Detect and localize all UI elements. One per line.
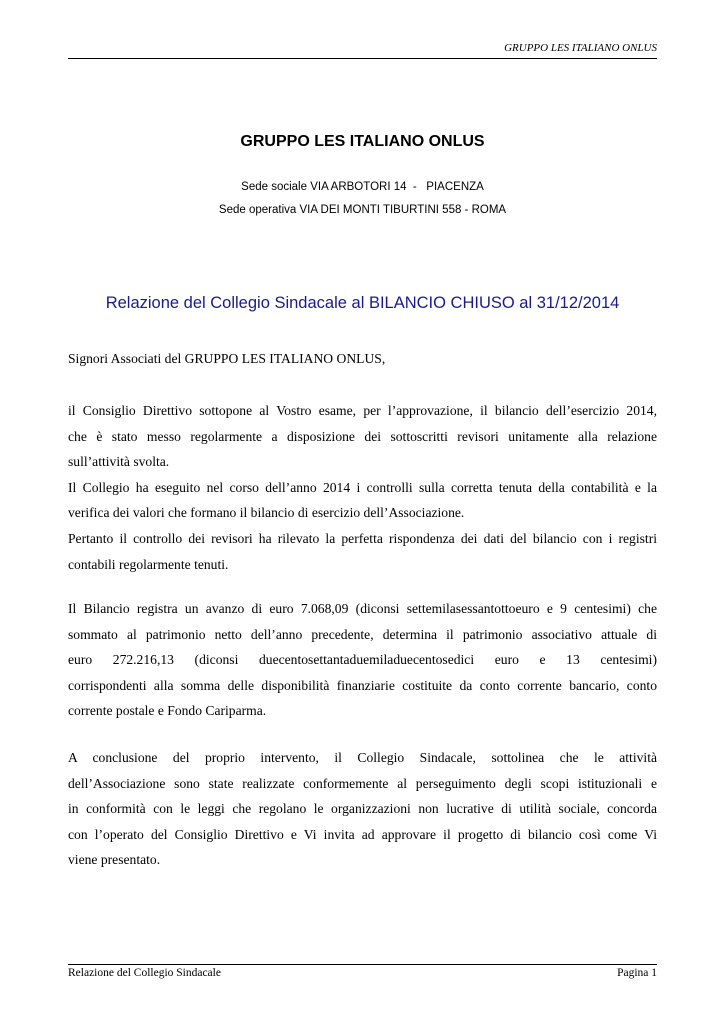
document-title: GRUPPO LES ITALIANO ONLUS [240,133,485,150]
paragraph-line: con l’operato del Consiglio Direttivo e Vi invita ad approvare il progetto di bilancio così come Vi [68,826,657,842]
greeting: Signori Associati del GRUPPO LES ITALIANO ONLUS, [68,351,386,366]
header-divider [68,58,657,59]
paragraph-line: sommato al patrimonio netto dell’anno precedente, determina il patrimonio associativo attuale di [68,626,657,642]
paragraph-line: il Consiglio Direttivo sottopone al Vostro esame, per l’approvazione, il bilancio dell’esercizio 2014, [68,403,657,418]
paragraph-line: in conformità con le leggi che regolano le organizzazioni non lucrative di utilità sociale, concorda [68,801,657,817]
paragraph-approval [68,398,657,577]
document-subtitle: Relazione del Collegio Sindacale al BILANCIO CHIUSO al 31/12/2014 [105,294,620,312]
paragraph-line: corrispondenti alla somma delle disponibilità finanziarie costituite da conto corrente bancario, conto [68,677,657,693]
address-legal: Sede sociale VIA ARBOTORI 14 - PIACENZA [241,181,484,193]
paragraph-line: dell’Associazione sono state realizzate conformemente al perseguimento degli scopi istituzionali e [68,775,657,791]
paragraph-balance [68,596,657,724]
running-header: GRUPPO LES ITALIANO ONLUS [504,42,657,54]
paragraph-line: Pertanto il controllo dei revisori ha rilevato la perfetta rispondenza dei dati del bilancio con i registri [68,530,657,546]
paragraph-line: Il Collegio ha eseguito nel corso dell’anno 2014 i controlli sulla corretta tenuta della contabilità e la [68,479,657,495]
footer-title: Relazione del Collegio Sindacale [68,967,221,979]
paragraph-line: verifica dei valori che formano il bilancio di esercizio dell’Associazione. [68,505,465,521]
paragraph-line: contabili regolarmente tenuti. [68,556,229,572]
paragraph-conclusion [68,745,657,873]
paragraph-line: euro 272.216,13 (diconsi duecentosettantaduemiladuecentosedici euro e 13 centesimi) [68,652,657,668]
paragraph-line: che è stato messo regolarmente a disposizione dei sottoscritti revisori unitamente alla relazione [68,428,657,444]
footer-divider [68,964,657,965]
paragraph-line: corrente postale e Fondo Cariparma. [68,703,267,719]
paragraph-line: sull’attività svolta. [68,454,170,470]
paragraph-line: Il Bilancio registra un avanzo di euro 7.068,09 (diconsi settemilasessantottoeuro e 9 centesimi) che [68,601,657,616]
page-number: Pagina 1 [617,967,657,979]
paragraph-line: viene presentato. [68,852,161,868]
paragraph-line: A conclusione del proprio intervento, il Collegio Sindacale, sottolinea che le attività [68,750,657,765]
address-operational: Sede operativa VIA DEI MONTI TIBURTINI 558 - ROMA [218,204,507,216]
